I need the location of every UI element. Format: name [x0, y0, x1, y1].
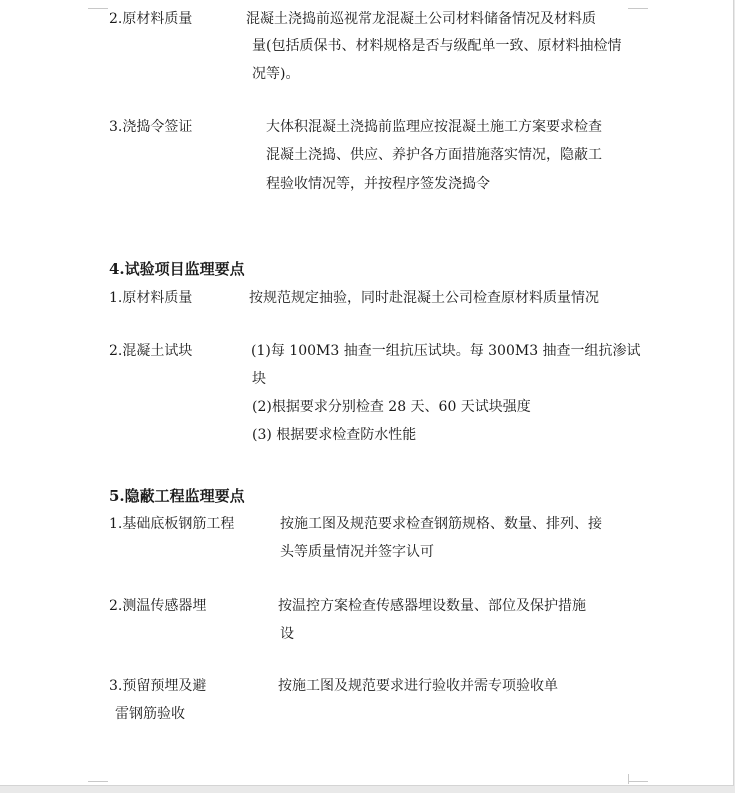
item-text-line: (2)根据要求分别检查 28 天、60 天试块强度	[252, 399, 531, 415]
item-label: 1.基础底板钢筋工程	[109, 516, 235, 532]
item-text-line: 按施工图及规范要求进行验收并需专项验收单	[278, 678, 558, 694]
item-text-line: 按施工图及规范要求检查钢筋规格、数量、排列、接	[280, 516, 602, 532]
item-label: 雷钢筋验收	[115, 706, 185, 722]
item-label: 2.混凝土试块	[109, 343, 193, 359]
item-text-line: 量(包括质保书、材料规格是否与级配单一致、原材料抽检情	[252, 38, 622, 54]
item-text-line: (1)每 100M3 抽查一组抗压试块。每 300M3 抽查一组抗渗试	[251, 343, 641, 359]
crop-mark-top-right	[628, 8, 648, 9]
crop-mark-bottom-left	[88, 781, 108, 782]
item-text-line: 混凝土浇捣、供应、养护各方面措施落实情况，隐蔽工	[266, 147, 602, 163]
item-text-line: (3) 根据要求检查防水性能	[252, 427, 417, 443]
item-label: 3.预留预埋及避	[109, 678, 207, 694]
item-label: 3.浇捣令签证	[109, 119, 193, 135]
item-text-line: 设	[280, 626, 294, 642]
item-label: 1.原材料质量	[109, 290, 193, 306]
item-text-line: 大体积混凝土浇捣前监理应按混凝土施工方案要求检查	[266, 119, 602, 135]
section-heading: 4.试验项目监理要点	[109, 260, 245, 278]
item-text-line: 混凝土浇捣前巡视常龙混凝土公司材料储备情况及材料质	[246, 11, 596, 27]
item-text-line: 况等)。	[252, 66, 300, 82]
crop-mark-top-left	[88, 8, 108, 9]
section-heading: 5.隐蔽工程监理要点	[109, 487, 245, 505]
item-text-line: 按温控方案检查传感器埋设数量、部位及保护措施	[278, 598, 586, 614]
item-label: 2.测温传感器埋	[109, 598, 207, 614]
crop-mark-bottom-right-h	[628, 781, 648, 782]
item-text-line: 程验收情况等，并按程序签发浇捣令	[266, 176, 490, 192]
crop-mark-bottom-right-v	[628, 774, 629, 784]
item-text-line: 按规范规定抽验，同时赴混凝土公司检查原材料质量情况	[249, 290, 599, 306]
item-text-line: 头等质量情况并签字认可	[280, 544, 434, 560]
item-label: 2.原材料质量	[109, 11, 193, 27]
item-text-line: 块	[252, 371, 266, 387]
